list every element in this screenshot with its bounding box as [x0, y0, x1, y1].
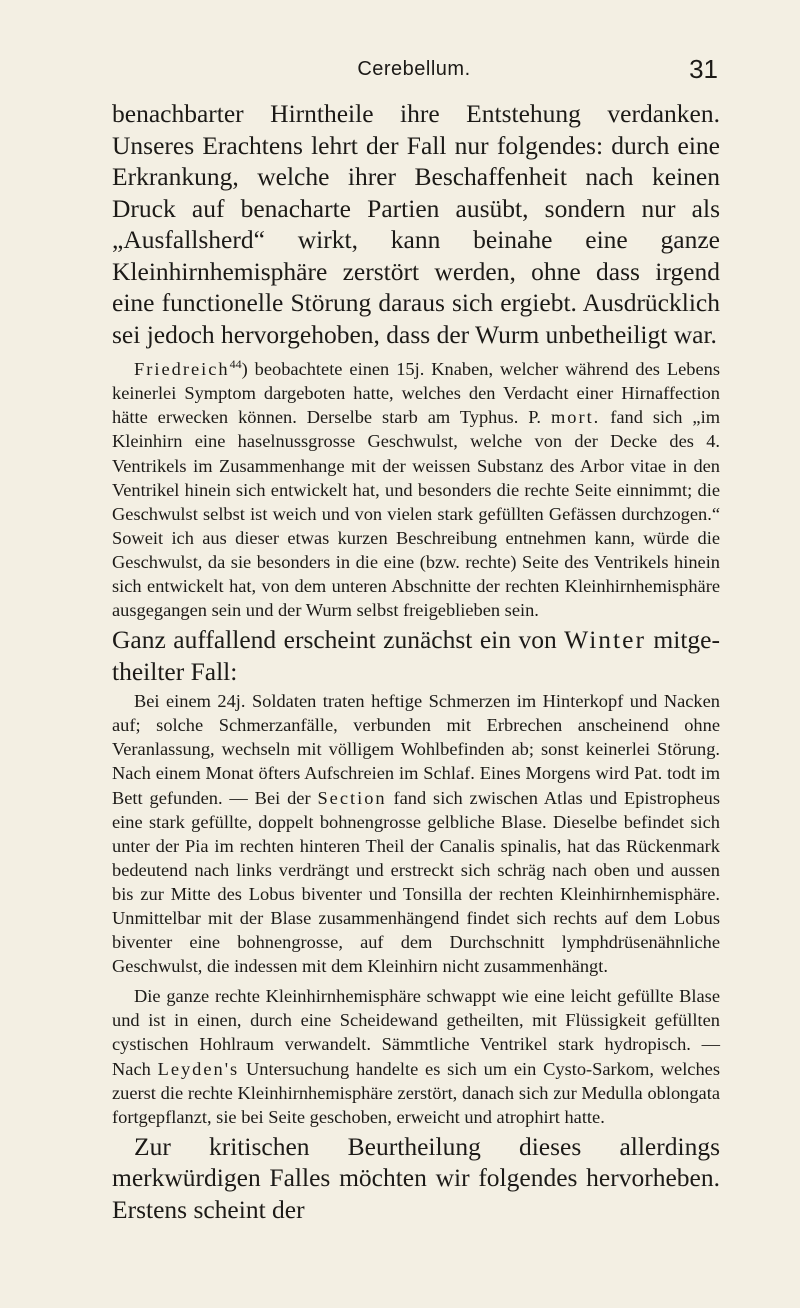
paragraph-text: Ganz auffallend erscheint zunächst ein von [112, 625, 565, 655]
author-name: Friedreich [134, 359, 230, 380]
paragraph-text: Bei einem 24j. Soldaten traten heftige Schmerzen im Hinterkopf und Nacken auf; solche Schmerzanfälle, verbunden mit Erbrechen anscheinend ohne Veranlassung, wechseln mit völligem Wohlbefinden ab; sonst keinerlei Störung. Nach einem Monat öfters Aufschreien im Schlaf. Eines Morgens wird Pat. todt im Bett gefunden. — Bei der [112, 691, 720, 808]
running-head: Cerebellum. [357, 58, 471, 80]
paragraph-text: fand sich „im Kleinhirn eine haselnussgrosse Geschwulst, welche von der Decke des 4. Ventrikels im Zusammenhange mit der weissen Substanz des Arbor vitae in den Ventrikel hinein sich entwickelt hat, und besonders die rechte Seite einnimmt; die Geschwulst selbst ist weich und von vielen stark gefüllten Gefässen durchzogen.“ Soweit ich aus dieser etwas kurzen Beschreibung entnehmen kann, würde die Geschwulst, da sie besonders in die eine (bzw. rechte) Seite des Ventrikels hinein sich entwickelt hat, von dem unteren Abschnitte der rechten Kleinhirnhemisphäre ausgegangen sein und der Wurm selbst freigeblieben sein. [112, 407, 720, 621]
page-header [110, 54, 718, 88]
paragraph-winter-case [112, 689, 720, 978]
footnote-ref: 44 [229, 357, 242, 371]
author-name: Leyden's [157, 1058, 240, 1079]
paragraph-text: fand sich zwischen Atlas und Epistropheus eine stark gefüllte, doppelt bohnengrosse gelbliche Blase. Dieselbe befindet sich unter der Pia im rechten hinteren Theil der Canalis spinalis, hat das Rückenmark bedeutend nach links verdrängt und erstreckt sich schräg nach oben und aussen bis zur Mitte des Lobus biventer und Tonsilla der rechten Kleinhirnhemisphäre. Unmittelbar mit der Blase zusammenhängend findet sich rechts auf dem Lobus biventer eine bohnengrosse, auf dem Durchschnitt lymphdrüsenähnliche Geschwulst, die indessen mit dem Kleinhirn nicht zusammenhängt. [112, 787, 721, 977]
paragraph-text: mitgetheilter Fall: [112, 625, 720, 686]
paragraph-1 [112, 98, 720, 350]
paragraph-text: benachbarter Hirntheile ihre Entstehung verdanken. Unseres Erachtens lehrt der Fall nur folgendes: durch eine Erkrankung, welche ihrer Beschaffenheit nach keinen Druck auf benacharte Partien ausübt, sondern nur als „Ausfallsherd“ wirkt, kann beinahe eine ganze Kleinhirnhemisphäre zerstört werden, ohne dass irgend eine functionelle Störung daraus sich ergiebt. Ausdrücklich sei jedoch hervorgehoben, dass der Wurm unbetheiligt war. [112, 99, 720, 349]
paragraph-text: ) beobachtete einen 15j. Knaben, welcher während des Lebens keinerlei Symptom dargeboten hatte, welches den Verdacht einer Hirnaffection hätte erwecken können. Derselbe starb am Typhus. P. [112, 359, 720, 428]
paragraph-text: Zur kritischen Beurtheilung dieses allerdings merkwürdigen Falles möchten wir folgendes hervorheben. Erstens scheint der [112, 1131, 720, 1224]
author-name: Winter [564, 625, 646, 655]
paragraph-text: Die ganze rechte Kleinhirnhemisphäre schwappt wie eine leicht gefüllte Blase und ist in einen, durch eine Scheidewand getheilten, mit Flüssigkeit gefüllten cystischen Hohlraum verwandelt. Sämmtliche Ventrikel stark hydropisch. — Nach [112, 986, 720, 1079]
page-body [112, 98, 720, 1225]
paragraph-text: Untersuchung handelte es sich um ein Cysto-Sarkom, welches zuerst die rechte Kleinhirnhemisphäre zerstört, danach sich zur Medulla oblongata fortgepflanzt, sie bei Seite geschoben, erweicht und atrophirt hatte. [112, 1058, 720, 1127]
emphasis-text: mort. [550, 407, 601, 428]
emphasis-text: Section [317, 787, 387, 808]
paragraph-hemisphere [112, 984, 720, 1129]
paragraph-critique [112, 1131, 720, 1226]
paragraph-winter-intro [112, 624, 720, 687]
page-number: 31 [689, 54, 718, 84]
paragraph-friedreich-case [112, 352, 720, 622]
